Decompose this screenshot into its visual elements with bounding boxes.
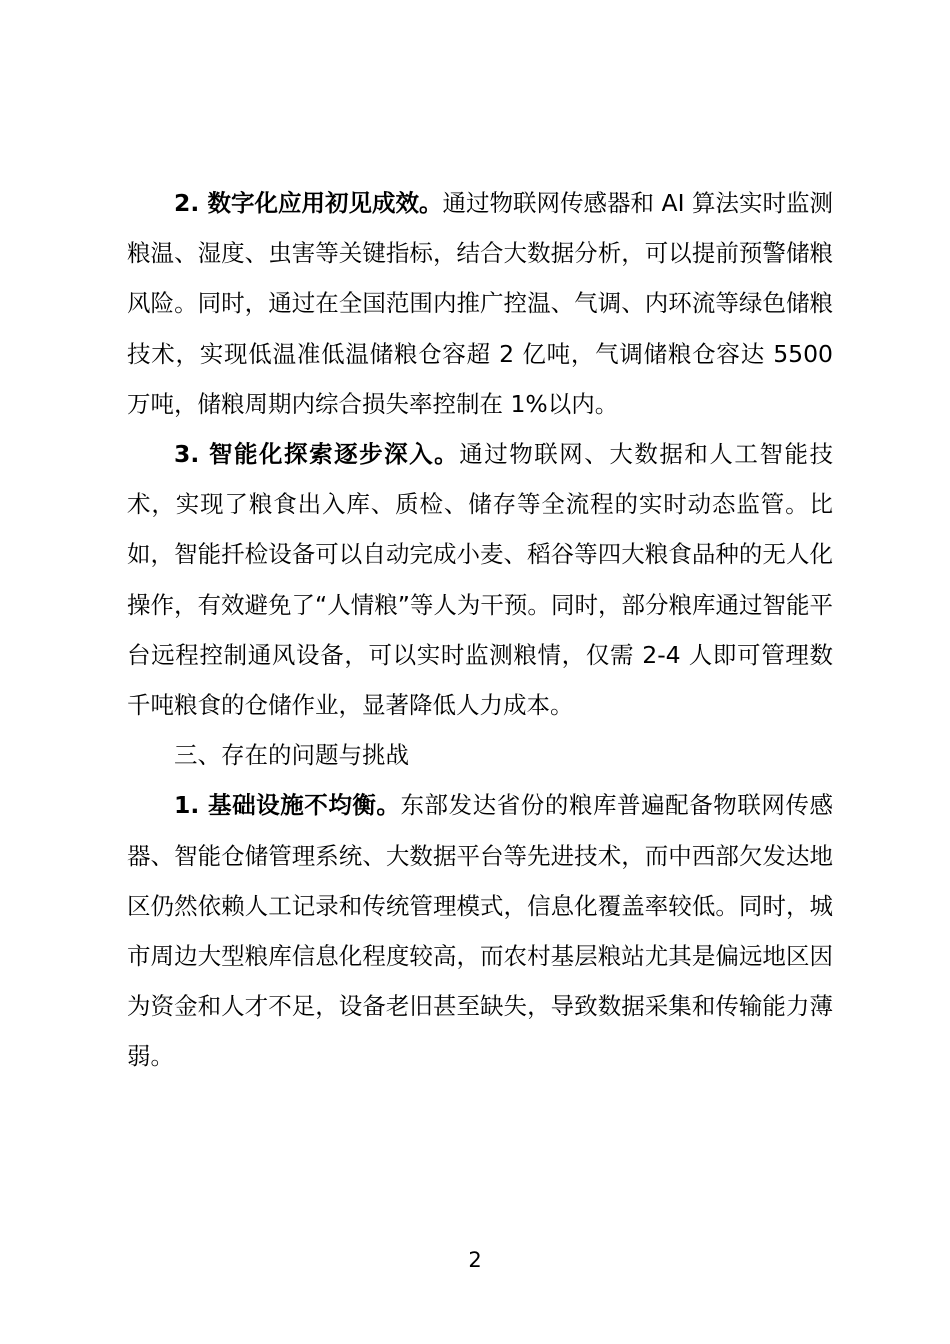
paragraph-text: 通过物联网传感器和 AI 算法实时监测粮温、湿度、虫害等关键指标，结合大数据分析，可以提前预警储粮风险。同时，通过在全国范围内推广控温、气调、内环流等绿色储粮技术，实现低温准低温储粮仓容超 2 亿吨，气调储粮仓容达 5500 万吨，储粮周期内综合损失率控制在 1%以内。 — [127, 189, 833, 418]
paragraph-text: 东部发达省份的粮库普遍配备物联网传感器、智能仓储管理系统、大数据平台等先进技术，而中西部欠发达地区仍然依赖人工记录和传统管理模式，信息化覆盖率较低。同时，城市周边大型粮库信息化程度较高，而农村基层粮站尤其是偏远地区因为资金和人才不足，设备老旧甚至缺失，导致数据采集和传输能力薄弱。 — [127, 791, 834, 1071]
paragraph-lead: 2. 数字化应用初见成效。 — [174, 189, 443, 217]
paragraph-digitalization — [127, 178, 833, 429]
paragraph-lead: 1. 基础设施不均衡。 — [174, 791, 401, 820]
paragraph-infrastructure — [127, 780, 833, 1081]
paragraph-lead: 3. 智能化探索逐步深入。 — [174, 440, 460, 469]
paragraph-text: 通过物联网、大数据和人工智能技术，实现了粮食出入库、质检、储存等全流程的实时动态监管。比如，智能扦检设备可以自动完成小麦、稻谷等四大粮食品种的无人化操作，有效避免了“人情粮”等人为干预。同时，部分粮库通过智能平台远程控制通风设备，可以实时监测粮情，仅需 2-4 人即可管理数千吨粮食的仓储作业，显著降低人力成本。 — [127, 440, 834, 720]
section-heading: 三、存在的问题与挑战 — [174, 741, 409, 770]
document-body — [127, 178, 833, 1082]
paragraph-intelligence — [127, 429, 833, 730]
page-number: 2 — [468, 1248, 482, 1272]
